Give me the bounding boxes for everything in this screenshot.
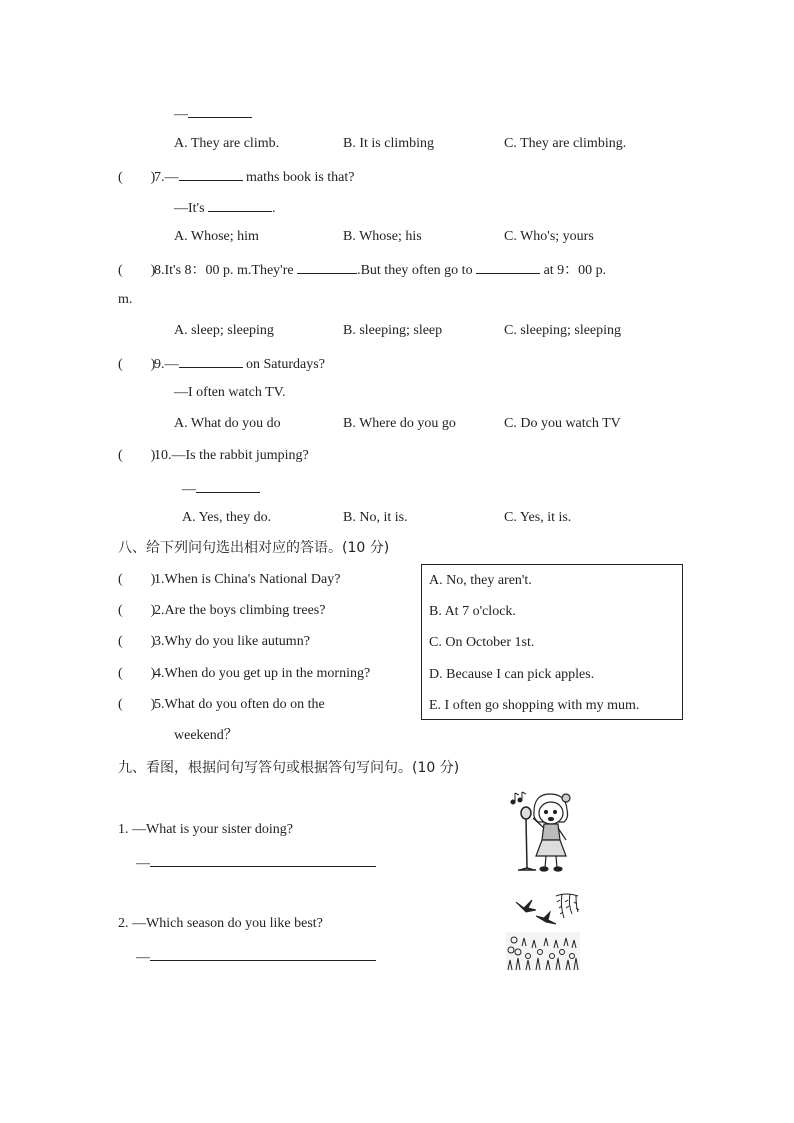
q7-option-c: C. Who's; yours [504,229,594,244]
section9-answer-1-blank[interactable] [150,853,376,867]
q8-option-b: B. sleeping; sleep [343,323,443,338]
q8-blank-1[interactable] [297,260,357,274]
q6-option-c: C. They are climbing. [504,136,627,151]
q9-answer: —I often watch TV. [174,385,286,400]
section8-q2-paren[interactable]: ( ) [118,603,156,618]
q7-number: 7. [154,170,165,185]
q6-answer-blank[interactable] [188,104,252,118]
q10-paren[interactable]: ( ) [118,448,156,463]
q8-blank-2[interactable] [476,260,540,274]
section9-title: 九、看图，根据问句写答句或根据答句写问句。(10 分) [118,760,460,776]
q8-paren[interactable]: ( ) [118,263,156,278]
q9-option-c: C. Do you watch TV [504,416,621,431]
q9-option-a: A. What do you do [174,416,281,431]
q8-option-a: A. sleep; sleeping [174,323,274,338]
section8-title: 八、给下列问句选出相对应的答语。(10 分) [118,540,390,556]
section9-question-2: 2. —Which season do you like best? [118,916,323,931]
section8-q1-paren[interactable]: ( ) [118,572,156,587]
section8-answer-box [421,564,683,720]
q10-option-c: C. Yes, it is. [504,510,572,525]
q7-option-a: A. Whose; him [174,229,259,244]
section8-question-3: ( )3.Why do you like autumn? [118,634,310,649]
q6-answer-dash: — [174,107,188,122]
q8-question: ( )8.It's 8：00 p. m.They're .But they often go to at 9：00 p. [118,260,606,279]
q9-blank[interactable] [179,354,243,368]
q7-answer-blank[interactable] [208,198,272,212]
q10-option-b: B. No, it is. [343,510,408,525]
section9-answer-2-line: — [136,947,376,966]
section8-q4-paren[interactable]: ( ) [118,666,156,681]
section9-question-1: 1. —What is your sister doing? [118,822,293,837]
section8-answer-d: D. Because I can pick apples. [429,667,595,682]
section8-question-5-wrap: weekend？ [174,728,238,743]
q8-question-wrap: m. [118,292,133,307]
section9-answer-1-line: — [136,853,376,872]
section8-answer-e: E. I often go shopping with my mum. [429,698,640,713]
spring-scene-illustration [502,888,584,974]
q7-question: ( )7.— maths book is that? [118,167,355,186]
q9-question: ( )9.— on Saturdays? [118,354,325,373]
section8-answer-b: B. At 7 o'clock. [429,604,516,619]
q10-option-a: A. Yes, they do. [182,510,272,525]
q10-answer-blank[interactable] [196,479,260,493]
section8-question-2: ( )2.Are the boys climbing trees? [118,603,326,618]
section8-answer-c: C. On October 1st. [429,635,535,650]
q6-option-a: A. They are climb. [174,136,280,151]
q7-question-tail: maths book is that? [242,170,355,185]
section8-answer-a: A. No, they aren't. [429,573,532,588]
section8-q3-paren[interactable]: ( ) [118,634,156,649]
section9-answer-2-blank[interactable] [150,947,376,961]
singing-girl-illustration [500,788,595,874]
q7-answer: —It's . [174,198,276,217]
q10-question: ( )10.—Is the rabbit jumping? [118,448,309,463]
q7-option-b: B. Whose; his [343,229,422,244]
q9-paren[interactable]: ( ) [118,357,156,372]
q7-paren[interactable]: ( ) [118,170,156,185]
q9-option-b: B. Where do you go [343,416,456,431]
section8-question-4: ( )4.When do you get up in the morning? [118,666,371,681]
section8-q5-paren[interactable]: ( ) [118,697,156,712]
section8-question-1: ( )1.When is China's National Day? [118,572,341,587]
q6-option-b: B. It is climbing [343,136,434,151]
section8-question-5: ( )5.What do you often do on the [118,697,325,712]
q6-answer-line [174,104,252,123]
q10-answer-line: — [182,479,260,498]
q8-option-c: C. sleeping; sleeping [504,323,622,338]
q7-blank[interactable] [179,167,243,181]
